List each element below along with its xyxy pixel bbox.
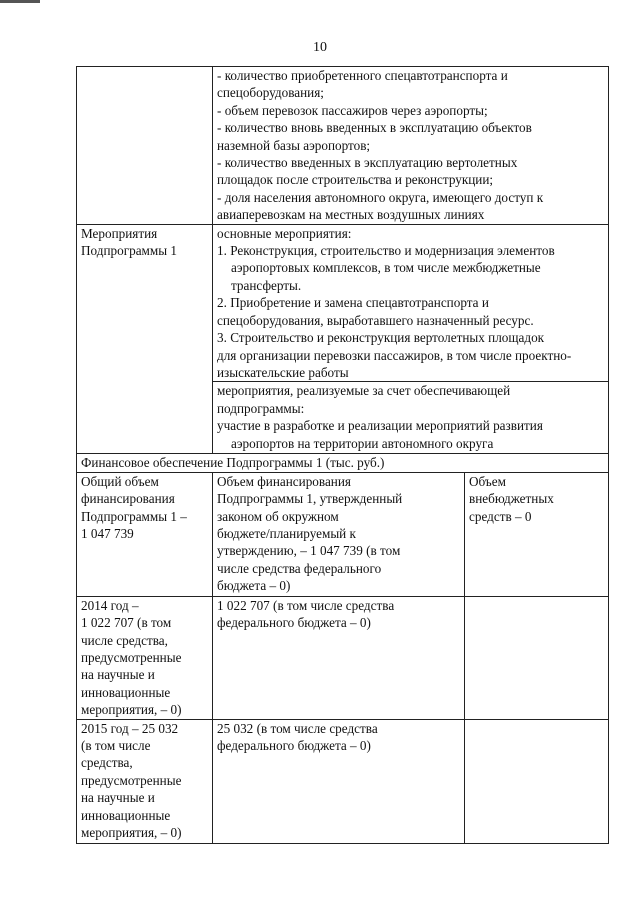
- support-activities-cell: [213, 382, 609, 454]
- activity-item: 3. Строительство и реконструкция вертолетных площадок: [217, 330, 545, 346]
- page-number: 10: [313, 40, 327, 55]
- year-extrabudgetary-cell: [465, 719, 609, 843]
- year-budget-text: федерального бюджета – 0): [217, 615, 371, 631]
- year-text: на научные и: [81, 790, 155, 806]
- support-activities-heading: мероприятия, реализуемые за счет обеспечивающей: [217, 383, 511, 399]
- activity-item: 2. Приобретение и замена спецавтотранспорта и: [217, 295, 489, 311]
- budget-financing-text: бюджета – 0): [217, 578, 291, 594]
- year-text: на научные и: [81, 667, 155, 683]
- indicator-item: - доля населения автономного округа, имеющего доступ к: [217, 189, 544, 205]
- extrabudgetary-text: средств – 0: [469, 508, 532, 524]
- year-text: 1 022 707 (в том: [81, 615, 172, 631]
- activities-row: [77, 224, 609, 382]
- support-activity-item: участие в разработке и реализации мероприятий развития: [217, 418, 543, 434]
- total-financing-value: 1 047 739: [81, 525, 134, 541]
- year-text: средства,: [81, 755, 133, 771]
- year-extrabudgetary-cell: [465, 596, 609, 719]
- year-row-2014: [77, 596, 609, 719]
- subprogram-passport-table: [76, 66, 609, 844]
- activity-item-cont: аэропортовых комплексов, в том числе межбюджетные трансферты.: [231, 260, 541, 293]
- financing-heading: Финансовое обеспечение Подпрограммы 1 (тыс. руб.): [77, 454, 609, 472]
- budget-financing-text: утверждению, – 1 047 739 (в том: [217, 543, 401, 559]
- indicators-row: [77, 67, 609, 225]
- indicator-item: - количество приобретенного спецавтотранспорта и: [217, 68, 508, 83]
- budget-financing-text: числе средства федерального: [217, 560, 382, 576]
- activity-item: 1. Реконструкция, строительство и модернизация элементов: [217, 243, 555, 259]
- financing-heading-row: [77, 454, 609, 472]
- activities-label: Мероприятия: [81, 225, 158, 241]
- scan-artifact: [0, 0, 40, 3]
- support-activity-item-cont: аэропортов на территории автономного округа: [231, 435, 494, 451]
- indicator-item: - количество введенных в эксплуатацию вертолетных: [217, 155, 518, 171]
- indicator-item-cont: наземной базы аэропортов;: [217, 137, 371, 153]
- budget-financing-text: законом об окружном: [217, 508, 339, 524]
- year-text: инновационные: [81, 807, 171, 823]
- activity-item-cont: спецоборудования, выработавшего назначенный ресурс.: [217, 312, 534, 328]
- year-text: инновационные: [81, 684, 171, 700]
- year-text: 2014 год –: [81, 597, 139, 613]
- extrabudgetary-text: внебюджетных: [469, 491, 554, 507]
- year-budget-cell: [213, 596, 465, 719]
- budget-financing-text: Объем финансирования: [217, 473, 351, 489]
- extrabudgetary-cell: [465, 472, 609, 596]
- year-row-2015: [77, 719, 609, 843]
- year-cell: [77, 719, 213, 843]
- total-financing-text: финансирования: [81, 491, 175, 507]
- year-text: (в том числе: [81, 737, 151, 753]
- main-activities-cell: [213, 224, 609, 382]
- total-financing-text: Подпрограммы 1 –: [81, 508, 187, 524]
- year-cell: [77, 596, 213, 719]
- indicator-item: - количество вновь введенных в эксплуатацию объектов: [217, 120, 532, 136]
- financing-totals-row: [77, 472, 609, 596]
- indicator-item-cont: спецоборудования;: [217, 85, 324, 101]
- budget-financing-text: Подпрограммы 1, утвержденный: [217, 491, 403, 507]
- year-text: предусмотренные: [81, 649, 182, 665]
- year-budget-text: 1 022 707 (в том числе средства: [217, 597, 395, 613]
- year-text: предусмотренные: [81, 772, 182, 788]
- year-text: мероприятия, – 0): [81, 702, 182, 718]
- indicator-item: - объем перевозок пассажиров через аэропорты;: [217, 102, 488, 118]
- budget-financing-cell: [213, 472, 465, 596]
- activities-label-cont: Подпрограммы 1: [81, 243, 177, 259]
- year-budget-cell: [213, 719, 465, 843]
- year-text: 2015 год – 25 032: [81, 720, 179, 736]
- total-financing-cell: [77, 472, 213, 596]
- indicator-item-cont: площадок после строительства и реконструкции;: [217, 172, 494, 188]
- year-budget-text: федерального бюджета – 0): [217, 737, 371, 753]
- indicator-item-cont: авиаперевозкам на местных воздушных линиях: [217, 207, 485, 223]
- extrabudgetary-text: Объем: [469, 473, 506, 489]
- support-activities-heading-cont: подпрограммы:: [217, 400, 305, 416]
- activities-label-cell: [77, 224, 213, 454]
- indicators-label-cell: [77, 67, 213, 225]
- indicators-cell: [213, 67, 609, 225]
- total-financing-text: Общий объем: [81, 473, 159, 489]
- year-text: числе средства,: [81, 632, 168, 648]
- year-text: мероприятия, – 0): [81, 825, 182, 840]
- budget-financing-text: бюджете/планируемый к: [217, 525, 356, 541]
- main-activities-heading: основные мероприятия:: [217, 225, 352, 241]
- year-budget-text: 25 032 (в том числе средства: [217, 720, 378, 736]
- activity-item-cont: для организации перевозки пассажиров, в том числе проектно-изыскательские работы: [217, 347, 572, 380]
